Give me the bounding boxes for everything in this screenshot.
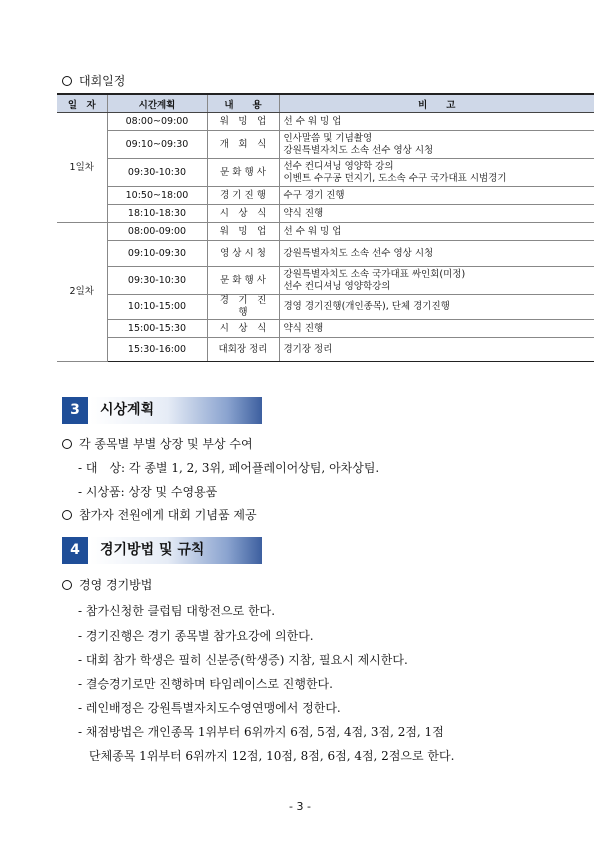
section-4-number: 4 [62, 537, 88, 564]
rule-line: - 레인배정은 강원특별자치도수영연맹에서 정한다. [78, 701, 341, 715]
section-4-title: 경기방법 및 규칙 [100, 542, 205, 558]
hollow-circle-icon [62, 510, 72, 520]
content-cell: 워 밍 업 [207, 223, 279, 241]
rule-line: - 경기진행은 경기 종목별 참가요강에 의한다. [78, 629, 314, 643]
content-cell: 문 화 행 사 [207, 267, 279, 295]
rule-line: - 채점방법은 개인종목 1위부터 6위까지 6점, 5점, 4점, 3점, 2점, 1점 [78, 725, 444, 739]
col-header-time: 시간계획 [107, 94, 207, 113]
content-cell: 시 상 식 [207, 205, 279, 223]
rule-line: - 참가신청한 클럽팀 대항전으로 한다. [78, 604, 276, 618]
section-4-bullet-1: 경영 경기방법 [62, 576, 152, 593]
section-3-bullet-1: 각 종목별 부별 상장 및 부상 수여 [62, 435, 253, 452]
time-cell: 18:10-18:30 [107, 205, 207, 223]
note-cell [279, 187, 594, 205]
table-header-row [57, 94, 594, 113]
time-cell: 15:30-16:00 [107, 338, 207, 362]
note-line: 강원특별자치도 소속 선수 영상 시청 [283, 247, 434, 259]
time-cell: 09:30-10:30 [107, 159, 207, 187]
rule-line: - 대회 참가 학생은 필히 신분증(학생증) 지참, 필요시 제시한다. [78, 653, 408, 667]
note-line: 선수 컨디셔닝 영양학 강의 [283, 160, 394, 172]
note-line: 수구 경기 진행 [283, 189, 345, 201]
page-number: - 3 - [289, 800, 311, 813]
hollow-circle-icon [62, 580, 72, 590]
content-cell: 개 회 식 [207, 131, 279, 159]
rule-line: - 결승경기로만 진행하며 타임레이스로 진행한다. [78, 677, 333, 691]
section-4-header [62, 537, 262, 564]
table-row [57, 295, 594, 320]
note-cell [279, 223, 594, 241]
table-row [57, 113, 594, 131]
note-cell [279, 159, 594, 187]
note-line: 경영 경기진행(개인종목), 단체 경기진행 [283, 301, 450, 312]
table-row [57, 320, 594, 338]
section-3-title: 시상계획 [100, 402, 155, 418]
table-row [57, 241, 594, 267]
note-cell [279, 113, 594, 131]
section-3-sub-2: - 시상품: 상장 및 수영용품 [78, 485, 218, 499]
time-cell: 09:10~09:30 [107, 131, 207, 159]
content-cell: 경 기 진 행 [207, 295, 279, 320]
table-row [57, 267, 594, 295]
time-cell: 15:00-15:30 [107, 320, 207, 338]
table-row [57, 159, 594, 187]
section-3-bullet-2: 참가자 전원에게 대회 기념품 제공 [62, 506, 257, 523]
note-line: 선수 컨디셔닝 영양학강의 [283, 280, 391, 292]
content-cell: 경 기 진 행 [207, 187, 279, 205]
hollow-circle-icon [62, 439, 72, 449]
note-cell [279, 295, 594, 320]
section-3-number: 3 [62, 397, 88, 424]
note-line: 이벤트 수구공 던지기, 도소속 수구 국가대표 시범경기 [283, 172, 507, 184]
time-cell: 08:00-09:00 [107, 223, 207, 241]
table-row [57, 223, 594, 241]
note-cell [279, 320, 594, 338]
time-cell: 10:50~18:00 [107, 187, 207, 205]
note-line: 선 수 워 밍 업 [283, 115, 342, 127]
section-3-sub-1: - 대 상: 각 종별 1, 2, 3위, 페어플레이어상팀, 아차상팀. [78, 461, 380, 475]
day-label: 2일차 [57, 223, 107, 362]
schedule-table [57, 93, 594, 362]
note-line: 약식 진행 [283, 322, 324, 334]
content-cell: 워 밍 업 [207, 113, 279, 131]
table-row [57, 205, 594, 223]
col-header-content: 내 용 [207, 94, 279, 113]
time-cell: 09:30-10:30 [107, 267, 207, 295]
note-cell [279, 205, 594, 223]
time-cell: 10:10-15:00 [107, 295, 207, 320]
schedule-heading: 대회일정 [62, 72, 125, 89]
note-line: 강원특별자치도 소속 국가대표 싸인회(미정) [283, 268, 466, 280]
note-line: 선 수 워 밍 업 [283, 225, 342, 237]
time-cell: 09:10-09:30 [107, 241, 207, 267]
note-cell [279, 131, 594, 159]
hollow-circle-icon [62, 76, 72, 86]
time-cell: 08:00~09:00 [107, 113, 207, 131]
content-cell: 영 상 시 청 [207, 241, 279, 267]
rule-line-continued: 단체종목 1위부터 6위까지 12점, 10점, 8점, 6점, 4점, 2점으로 한다. [89, 749, 455, 763]
content-cell: 문 화 행 사 [207, 159, 279, 187]
note-cell [279, 338, 594, 362]
note-line: 경기장 정리 [283, 343, 333, 355]
col-header-date: 일 자 [57, 94, 107, 113]
note-line: 인사말씀 및 기념촬영 [283, 132, 373, 144]
note-cell [279, 267, 594, 295]
table-row [57, 338, 594, 362]
day-label: 1일차 [57, 113, 107, 223]
note-line: 강원특별자치도 소속 선수 영상 시청 [283, 144, 434, 156]
table-row [57, 131, 594, 159]
note-cell [279, 241, 594, 267]
col-header-note: 비 고 [279, 94, 594, 113]
table-row [57, 187, 594, 205]
section-3-header [62, 397, 262, 424]
note-line: 약식 진행 [283, 207, 324, 219]
content-cell: 시 상 식 [207, 320, 279, 338]
content-cell: 대회장 정리 [207, 338, 279, 362]
